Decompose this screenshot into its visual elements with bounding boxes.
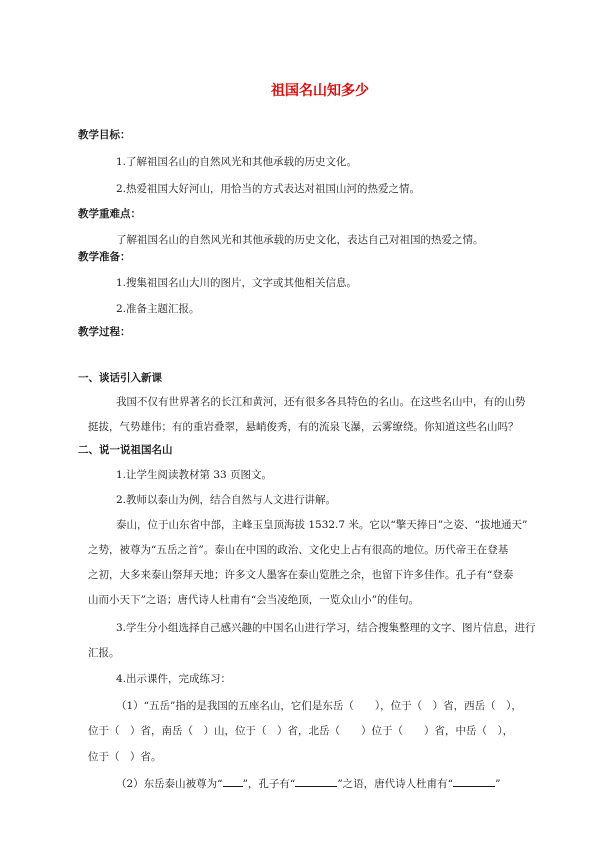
objective-item-2: 2.热爱祖国大好河山，用恰当的方式表达对祖国山河的热爱之情。: [116, 183, 421, 195]
exercise2-line: [116, 776, 500, 791]
process-heading: 教学过程：: [78, 326, 131, 338]
blank-underline[interactable]: [223, 776, 243, 787]
document-title: 祖国名山知多少: [271, 83, 369, 99]
preparation-heading: 教学准备：: [78, 251, 131, 263]
exercise2-part-c: ”之语，唐代诗人杜甫有“: [337, 778, 454, 790]
key-points-heading: 教学重难点：: [78, 208, 141, 220]
part1-line-1: 我国不仅有世界著名的长江和黄河，还有很多各具特色的名山。在这些名山中，有的山势: [116, 396, 526, 408]
key-points-text: 了解祖国名山的自然风光和其他承载的历史文化，表达自己对祖国的热爱之情。: [116, 234, 484, 246]
exercise1-line-3: 位于（ ）省。: [88, 751, 162, 763]
part2-item-1: 1.让学生阅读教材第 33 页图文。: [116, 469, 273, 481]
taishan-line-4: 山而小天下”之语；唐代诗人杜甫有“会当凌绝顶，一览众山小”的佳句。: [88, 594, 420, 606]
preparation-item-2: 2.准备主题汇报。: [116, 303, 200, 315]
exercise1-line-2: 位于（ ）省，南岳（ ）山，位于（ ）省，北岳（ ）位于（ ）省，中岳（ ），: [88, 725, 514, 737]
part2-item-3-line-2: 汇报。: [88, 647, 120, 659]
taishan-line-1: 泰山，位于山东省中部，主峰玉皇顶海拔 1532.7 米。它以“擎天捧日”之姿、“拔地通天”: [116, 519, 528, 531]
blank-underline[interactable]: [453, 776, 495, 787]
blank-underline[interactable]: [295, 776, 337, 787]
taishan-line-2: 之势，被尊为“五岳之首”。泰山在中国的政治、文化史上占有很高的地位。历代帝王在登基: [88, 544, 509, 556]
preparation-item-1: 1.搜集祖国名山大川的图片，文字或其他相关信息。: [116, 277, 358, 289]
exercise1-line-1: （1）“五岳”指的是我国的五座名山，它们是东岳（ ），位于（ ）省，西岳（ ），: [116, 700, 522, 712]
exercise2-part-a: （2）东岳泰山被尊为“: [116, 778, 223, 790]
exercise2-part-d: ”: [495, 778, 501, 790]
exercise2-part-b: ”，孔子有“: [242, 778, 296, 790]
part2-heading: 二、说一说祖国名山: [78, 444, 173, 456]
objective-item-1: 1.了解祖国名山的自然风光和其他承载的历史文化。: [116, 156, 358, 168]
part2-item-2: 2.教师以泰山为例，结合自然与人文进行讲解。: [116, 494, 337, 506]
part1-heading: 一、谈话引入新课: [78, 372, 162, 384]
objectives-heading: 教学目标：: [78, 129, 131, 141]
taishan-line-3: 之初，大多来泰山祭拜天地；许多文人墨客在泰山览胜之余，也留下许多佳作。孔子有“登泰: [88, 569, 514, 581]
part2-item-4: 4.出示课件，完成练习：: [116, 673, 232, 685]
part2-item-3-line-1: 3.学生分小组选择自己感兴趣的中国名山进行学习，结合搜集整理的文字、图片信息，进行: [116, 622, 536, 634]
part1-line-2: 挺拔，气势雄伟；有的重岩叠翠，悬峭俊秀，有的流泉飞瀑，云雾缭绕。你知道这些名山吗？: [88, 421, 519, 433]
